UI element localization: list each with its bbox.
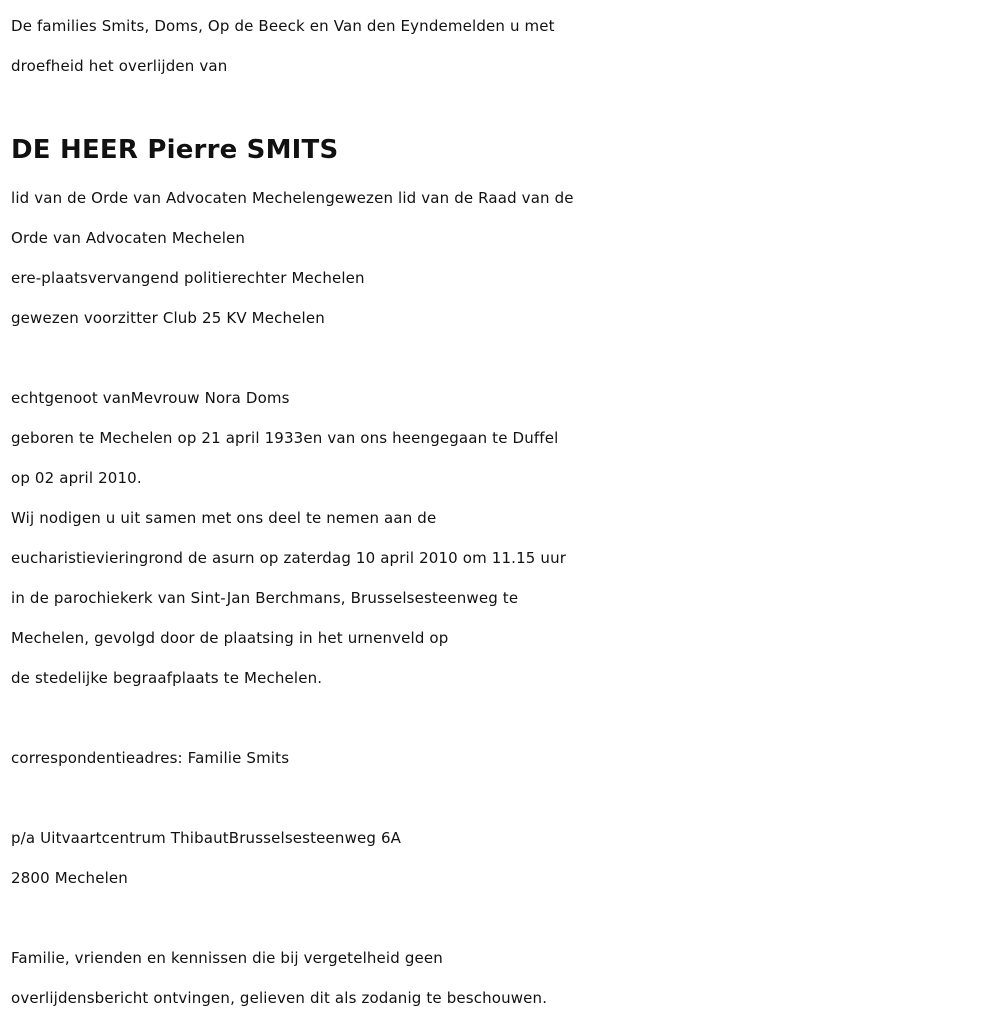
intro-line: De families Smits, Doms, Op de Beeck en Van den Eyndemelden u met bbox=[11, 17, 555, 35]
titles-paragraph bbox=[11, 178, 996, 338]
detail-line: geboren te Mechelen op 21 april 1933en van ons heengegaan te Duffel bbox=[11, 429, 559, 447]
closing-line: overlijdensbericht ontvingen, gelieven dit als zodanig te beschouwen. bbox=[11, 989, 548, 1007]
detail-line: de stedelijke begraafplaats te Mechelen. bbox=[11, 669, 323, 687]
detail-line: in de parochiekerk van Sint-Jan Berchmans, Brusselsesteenweg te bbox=[11, 589, 519, 607]
spacer bbox=[11, 898, 996, 938]
detail-line: Wij nodigen u uit samen met ons deel te nemen aan de bbox=[11, 509, 437, 527]
title-line: gewezen voorzitter Club 25 KV Mechelen bbox=[11, 309, 325, 327]
address-line: p/a Uitvaartcentrum ThibautBrusselsesteenweg 6A bbox=[11, 829, 402, 847]
correspondence-line: correspondentieadres: Familie Smits bbox=[11, 749, 290, 767]
title-line: Orde van Advocaten Mechelen bbox=[11, 229, 246, 247]
title-line: ere-plaatsvervangend politierechter Mechelen bbox=[11, 269, 365, 287]
deceased-name: DE HEER Pierre SMITS bbox=[11, 135, 339, 165]
intro-line: droefheid het overlijden van bbox=[11, 57, 228, 75]
address-paragraph bbox=[11, 818, 996, 898]
detail-line: eucharistievieringrond de asurn op zaterdag 10 april 2010 om 11.15 uur bbox=[11, 549, 567, 567]
intro-paragraph bbox=[11, 6, 996, 86]
spacer bbox=[11, 778, 996, 818]
detail-line: Mechelen, gevolgd door de plaatsing in het urnenveld op bbox=[11, 629, 449, 647]
closing-line: Familie, vrienden en kennissen die bij vergetelheid geen bbox=[11, 949, 443, 967]
title-line: lid van de Orde van Advocaten Mechelengewezen lid van de Raad van de bbox=[11, 189, 574, 207]
spacer bbox=[11, 338, 996, 378]
detail-line: op 02 april 2010. bbox=[11, 469, 142, 487]
address-line: 2800 Mechelen bbox=[11, 869, 128, 887]
spacer bbox=[11, 698, 996, 738]
closing-paragraph bbox=[11, 938, 996, 1018]
detail-line: echtgenoot vanMevrouw Nora Doms bbox=[11, 389, 290, 407]
death-notice bbox=[11, 0, 996, 1018]
details-paragraph bbox=[11, 378, 996, 698]
